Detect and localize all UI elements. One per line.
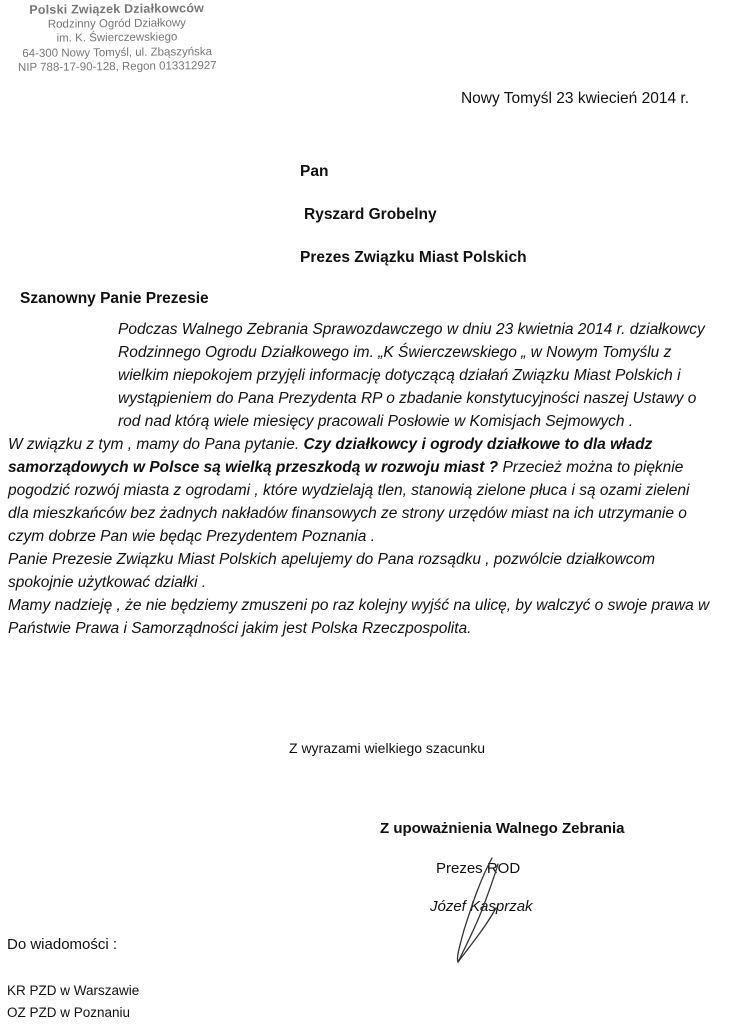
authority-line: Z upoważnienia Walnego Zebrania: [380, 820, 625, 837]
body-paragraph: Mamy nadzieję , że nie będziemy zmuszeni po raz kolejny wyjść na ulicę, by walczyć o swoje prawa w Państwie Prawa i Samorządności jakim jest Polska Rzeczpospolita.: [8, 597, 710, 637]
stamp-line: NIP 788-17-90-128, Regon 013312927: [17, 59, 217, 75]
stamp-line: im. K. Świerczewskiego: [56, 31, 178, 45]
addressee-title: Prezes Związku Miast Polskich: [300, 249, 527, 266]
cc-item: KR PZD w Warszawie: [7, 983, 140, 998]
body-text-segment: Przecież można to pięknie pogodzić rozwój miasta z ogrodami , które wydzielają tlen, stanowią zielone płuca i są ozami zieleni dla mieszkańców bez żadnych nakładów finansowych ze strony urzędów miast na ich utrzymanie o czym dobrze Pan wie będąc Prezydentem Poznania .: [8, 459, 690, 545]
addressee-honorific: Pan: [300, 163, 329, 180]
stamp-line: Polski Związek Działkowców: [29, 1, 205, 17]
handwritten-signature: [430, 850, 540, 970]
body-paragraph: Podczas Walnego Zebrania Sprawozdawczego w dniu 23 kwietnia 2014 r. działkowcy Rodzinnego Ogrodu Działkowego im. „K Świerczewskiego „ w Nowym Tomyślu z wielkim niepokojem przyjęli informację dotyczącą działań Związku Miast Polskich i wystąpieniem do Pana Prezydenta RP o zbadanie konstytucyjności naszej Ustawy o rod nad którą wiele miesięcy pracowali Posłowie w Komisjach Sejmowych .: [118, 321, 705, 430]
body-question: Czy działkowcy i ogrody działkowe to dla władz samorządowych w Polsce są wielką przeszkodą w rozwoju miast ?: [8, 436, 653, 476]
cc-title: Do wiadomości :: [7, 936, 118, 953]
closing-phrase: Z wyrazami wielkiego szacunku: [289, 740, 486, 756]
organization-stamp: [6, 1, 229, 76]
signer-role: Prezes ROD: [436, 860, 521, 877]
body-paragraph: [8, 433, 714, 548]
body-paragraph: Panie Prezesie Związku Miast Polskich apelujemy do Pana rozsądku , pozwólcie działkowcom spokojnie użytkować działki .: [8, 551, 655, 591]
cc-list: [7, 980, 139, 1024]
stamp-line: 64-300 Nowy Tomyśl, ul. Zbąszyńska: [22, 45, 213, 60]
body-text-segment: W związku z tym , mamy do Pana pytanie.: [8, 436, 304, 453]
letter-body: [8, 318, 714, 640]
salutation: Szanowny Panie Prezesie: [20, 290, 209, 307]
addressee-name: Ryszard Grobelny: [304, 206, 437, 223]
stamp-line: Rodzinny Ogród Działkowy: [47, 16, 186, 31]
cc-item: OZ PZD w Poznaniu: [7, 1005, 131, 1020]
signer-name: Józef Kasprzak: [430, 898, 533, 915]
place-and-date: Nowy Tomyśl 23 kwiecień 2014 r.: [460, 90, 689, 107]
